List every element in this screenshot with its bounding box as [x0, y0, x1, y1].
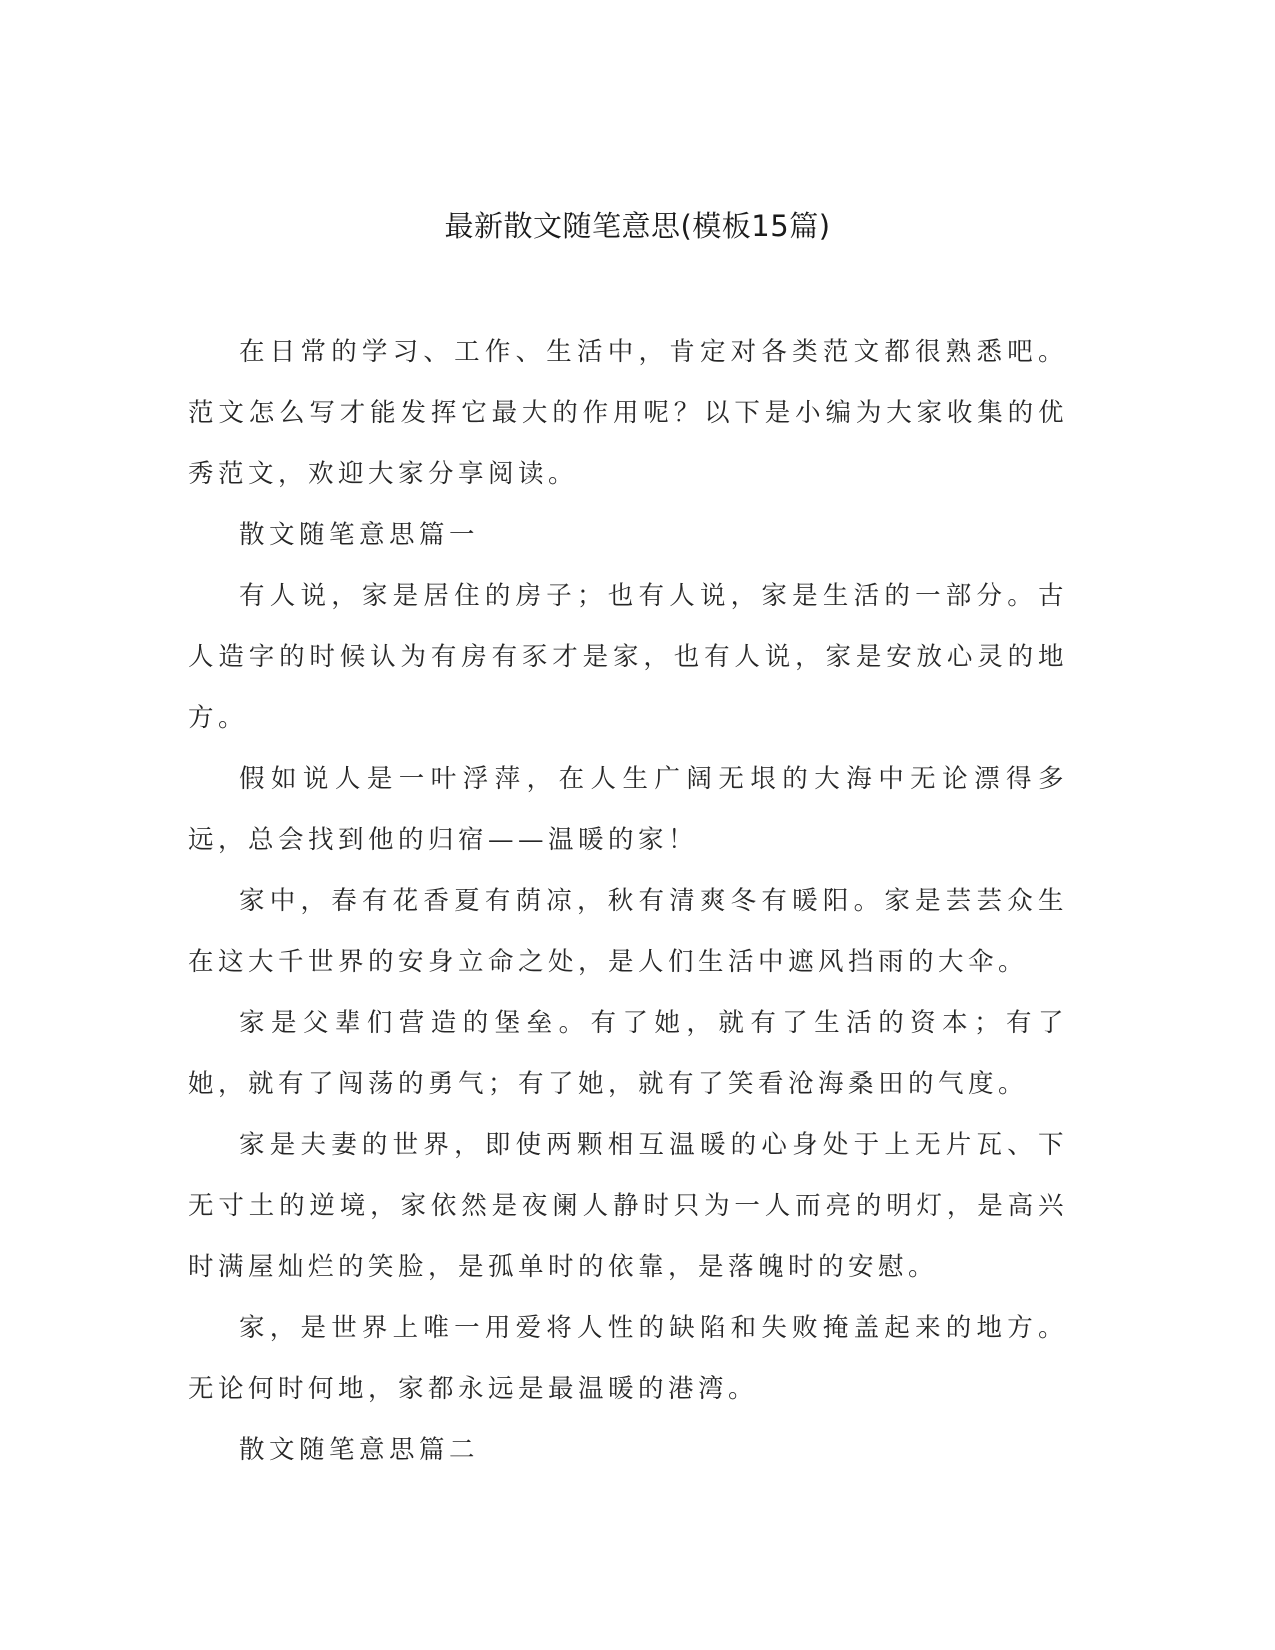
body-paragraph: 家是夫妻的世界，即使两颗相互温暖的心身处于上无片瓦、下无寸土的逆境，家依然是夜阑人静时只为一人而亮的明灯，是高兴时满屋灿烂的笑脸，是孤单时的依靠，是落魄时的安慰。 [188, 1130, 1068, 1282]
intro-paragraph: 在日常的学习、工作、生活中，肯定对各类范文都很熟悉吧。范文怎么写才能发挥它最大的作用呢？以下是小编为大家收集的优秀范文，欢迎大家分享阅读。 [188, 337, 1068, 489]
section-heading-1: 散文随笔意思篇一 [239, 520, 480, 550]
document-body [188, 322, 1068, 1481]
body-paragraph: 家中，春有花香夏有荫凉，秋有清爽冬有暖阳。家是芸芸众生在这大千世界的安身立命之处，是人们生活中遮风挡雨的大伞。 [188, 886, 1068, 977]
body-paragraph: 假如说人是一叶浮萍，在人生广阔无垠的大海中无论漂得多远，总会找到他的归宿——温暖的家！ [188, 764, 1068, 855]
document-title: 最新散文随笔意思(模板15篇) [444, 209, 831, 243]
body-paragraph: 有人说，家是居住的房子；也有人说，家是生活的一部分。古人造字的时候认为有房有豕才是家，也有人说，家是安放心灵的地方。 [188, 581, 1068, 733]
section-heading-2: 散文随笔意思篇二 [239, 1435, 480, 1465]
body-paragraph: 家，是世界上唯一用爱将人性的缺陷和失败掩盖起来的地方。无论何时何地，家都永远是最温暖的港湾。 [188, 1313, 1068, 1404]
body-paragraph: 家是父辈们营造的堡垒。有了她，就有了生活的资本；有了她，就有了闯荡的勇气；有了她，就有了笑看沧海桑田的气度。 [188, 1008, 1068, 1099]
